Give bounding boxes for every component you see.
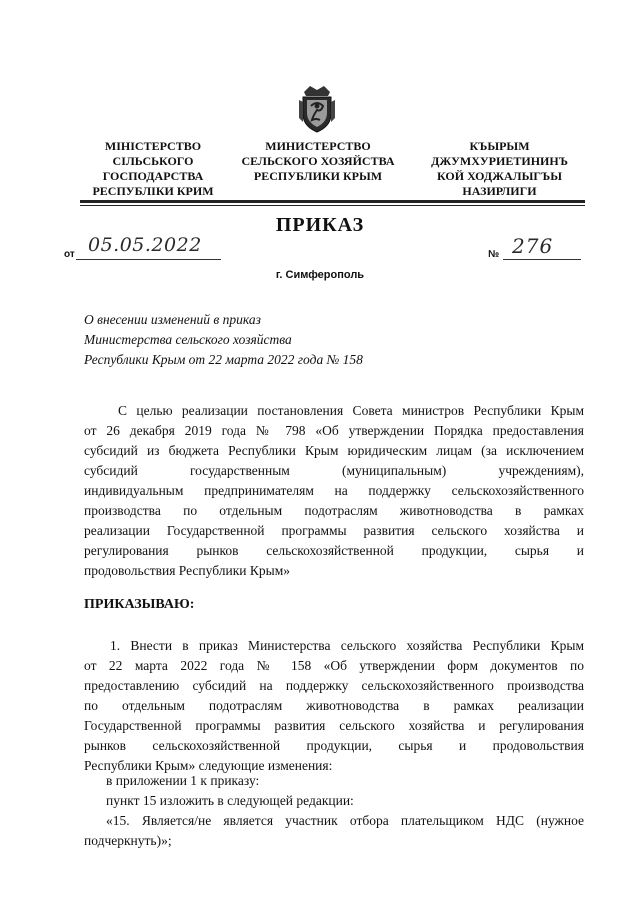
paragraph-line: производства по отдельным подотраслям животноводства в рамках: [84, 503, 584, 518]
paragraph-line: продовольствия Республики Крым»: [84, 563, 290, 578]
date-label: от: [64, 249, 75, 260]
number-label: №: [488, 249, 500, 260]
ministry-name-crimean-tatar: КЪЫРЫМ ДЖУМХУРИЕТИНИНЪ КОЙ ХОДЖАЛЫГЪЫ НАЗИРЛИГИ: [431, 139, 568, 198]
paragraph-line: субсидий государственным (муниципальным) учреждениям),: [84, 463, 584, 478]
paragraph-line: 1. Внести в приказ Министерства сельского хозяйства Республики Крым: [110, 638, 584, 653]
header-divider-thin: [80, 205, 585, 206]
orders-heading: ПРИКАЗЫВАЮ:: [84, 597, 195, 612]
paragraph-line: индивидуальным предпринимателям на поддержку сельскохозяйственного: [84, 483, 584, 498]
preamble-paragraph: [84, 401, 584, 581]
paragraph-line: субсидий из бюджета Республики Крым юридическим лицам (за исключением: [84, 443, 584, 458]
paragraph-line: по отдельным подотраслям животноводства в рамках реализации: [84, 698, 584, 713]
order-number: 276: [512, 234, 554, 258]
subject-line: Республики Крым от 22 марта 2022 года № 158: [84, 352, 363, 367]
item-edit-line: пункт 15 изложить в следующей редакции:: [106, 793, 354, 808]
subject-line: Министерства сельского хозяйства: [84, 332, 292, 347]
date-underline: [76, 259, 221, 260]
number-underline: [503, 259, 581, 260]
city: г. Симферополь: [275, 269, 365, 281]
paragraph-line: от 22 марта 2022 года № 158 «Об утверждении форм документов по: [84, 658, 584, 673]
header-divider-thick: [80, 200, 585, 203]
paragraph-line: от 26 декабря 2019 года № 798 «Об утверждении Порядка предоставления: [84, 423, 584, 438]
paragraph-line: Государственной программы развития сельского хозяйства и регулирования: [84, 718, 584, 733]
paragraph-line: рынков сельскохозяйственной продукции, сырья и продовольствия: [84, 738, 584, 753]
paragraph-line: С целью реализации постановления Совета министров Республики Крым: [118, 403, 584, 418]
paragraph-line: предоставлению субсидий на поддержку сельскохозяйственного производства: [84, 678, 584, 693]
order-subject: [84, 310, 363, 370]
ministry-name-russian: МИНИСТЕРСТВО СЕЛЬСКОГО ХОЗЯЙСТВА РЕСПУБЛИКИ КРЫМ: [241, 139, 395, 183]
paragraph-line: «15. Является/не является участник отбора плательщиком НДС (нужное: [106, 813, 584, 828]
paragraph-line: подчеркнуть)»;: [84, 833, 172, 848]
crimea-coat-of-arms-icon: [296, 82, 338, 134]
appendix-line: в приложении 1 к приказу:: [106, 773, 260, 788]
document-title: ПРИКАЗ: [275, 214, 365, 236]
order-date: 05.05.2022: [88, 234, 202, 256]
quoted-item-15: [84, 811, 584, 851]
order-item-1: [84, 636, 584, 776]
paragraph-line: Республики Крым» следующие изменения:: [84, 758, 333, 773]
paragraph-line: регулирования рынков сельскохозяйственной продукции, сырья и: [84, 543, 584, 558]
paragraph-line: реализации Государственной программы развития сельского хозяйства и: [84, 523, 584, 538]
ministry-name-ukrainian: МІНІСТЕРСТВО СІЛЬСЬКОГО ГОСПОДАРСТВА РЕСПУБЛІКИ КРИМ: [92, 139, 214, 198]
subject-line: О внесении изменений в приказ: [84, 312, 261, 327]
